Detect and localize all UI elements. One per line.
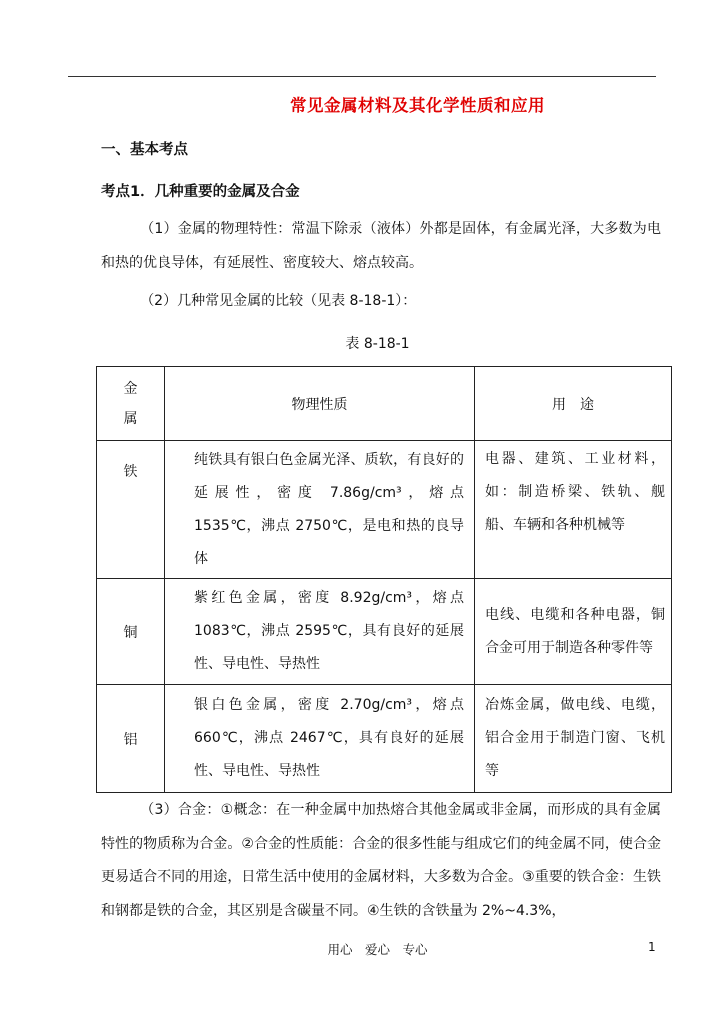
table-header-row [97,367,672,441]
metal-comparison-table [96,366,672,793]
header-use: 用 途 [475,367,672,441]
metal-name-cell: 铝 [97,685,165,793]
header-metal: 金属 [97,367,165,441]
use-cell: 冶炼金属，做电线、电缆，铝合金用于制造门窗、飞机等 [475,685,672,793]
table-row [97,441,672,579]
page-footer: 用心 爱心 专心 [327,942,428,957]
metal-name-cell: 铜 [97,579,165,685]
property-cell: 纯铁具有银白色金属光泽、质软，有良好的延展性，密度 7.86g/cm³，熔点 1535℃，沸点 2750℃，是电和热的良导体 [165,441,475,579]
property-cell: 紫红色金属，密度 8.92g/cm³，熔点 1083℃，沸点 2595℃，具有良好的延展性、导电性、导热性 [165,579,475,685]
table-row [97,685,672,793]
section-heading-point1: 考点1．几种重要的金属及合金 [101,184,300,200]
section-heading-basic: 一、基本考点 [101,142,188,158]
table-caption: 表 8-18-1 [345,336,410,352]
use-cell: 电器、建筑、工业材料，如：制造桥梁、铁轨、舰船、车辆和各种机械等 [475,441,672,579]
page-number: 1 [648,940,656,954]
use-cell: 电线、电缆和各种电器，铜合金可用于制造各种零件等 [475,579,672,685]
paragraph-alloys: （3）合金：①概念：在一种金属中加热熔合其他金属或非金属，而形成的具有金属特性的物质称为合金。②合金的性质能：合金的很多性能与组成它们的纯金属不同，使合金更易适合不同的用途，日常生活中使用的金属材料，大多数为合金。③重要的铁合金：生铁和钢都是铁的合金，其区别是含碳量不同。④生铁的含铁量为 2%~4.3%， [101,802,661,919]
metal-name-cell: 铁 [97,441,165,579]
header-rule [68,76,656,77]
header-property: 物理性质 [165,367,475,441]
table-row [97,579,672,685]
document-title: 常见金属材料及其化学性质和应用 [290,96,545,115]
paragraph-comparison: （2）几种常见金属的比较（见表 8-18-1）： [140,293,417,309]
property-cell: 银白色金属，密度 2.70g/cm³，熔点 660℃，沸点 2467℃，具有良好的延展性、导电性、导热性 [165,685,475,793]
paragraph-physical-properties: （1）金属的物理特性：常温下除汞（液体）外都是固体，有金属光泽，大多数为电和热的优良导体，有延展性、密度较大、熔点较高。 [101,221,661,271]
